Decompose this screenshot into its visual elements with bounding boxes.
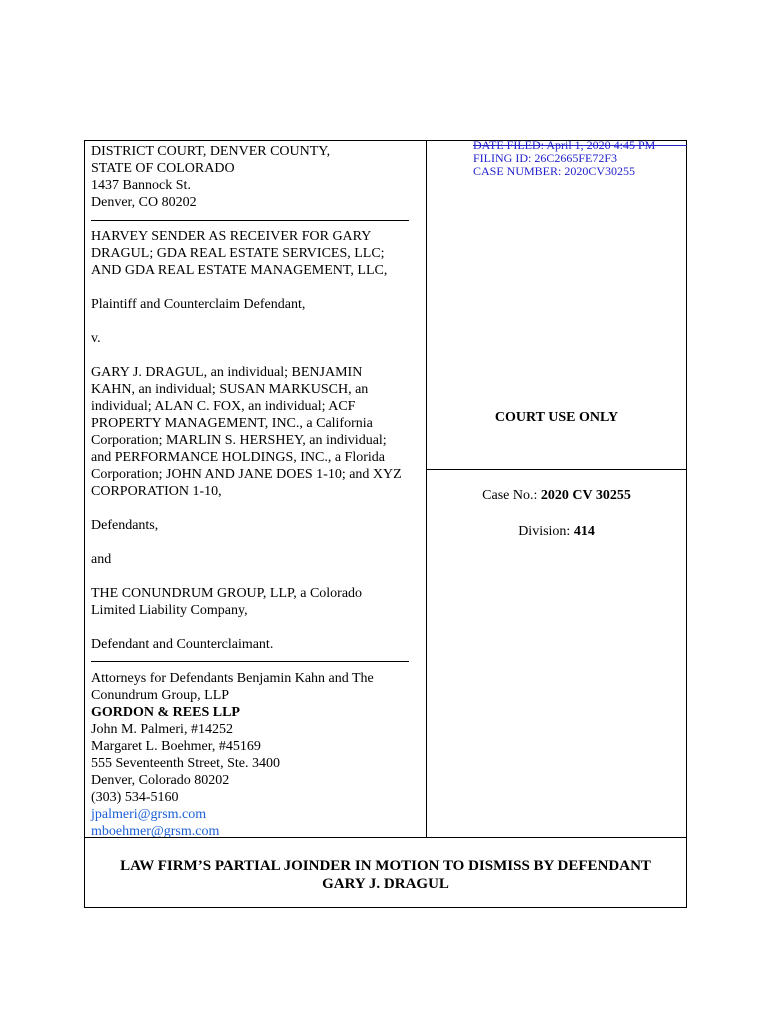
defendant-line: Corporation; JOHN AND JANE DOES 1-10; and XYZ bbox=[91, 467, 402, 482]
court-name: DISTRICT COURT, DENVER COUNTY, bbox=[91, 144, 331, 159]
defendants-role: Defendants, bbox=[91, 518, 159, 533]
case-no bbox=[427, 487, 686, 504]
caption-rule-top bbox=[91, 220, 409, 221]
counterclaimant-line: Limited Liability Company, bbox=[91, 603, 248, 618]
attorneys-for-line: Attorneys for Defendants Benjamin Kahn and The bbox=[91, 671, 374, 686]
defendant-line: CORPORATION 1-10, bbox=[91, 484, 222, 499]
division-label: Division: bbox=[518, 524, 571, 539]
plaintiff-line: HARVEY SENDER AS RECEIVER FOR GARY bbox=[91, 229, 372, 244]
case-no-value: 2020 CV 30255 bbox=[540, 488, 631, 503]
document-title-box bbox=[85, 837, 686, 907]
plaintiff-line: AND GDA REAL ESTATE MANAGEMENT, LLC, bbox=[91, 263, 388, 278]
defendant-line: GARY J. DRAGUL, an individual; BENJAMIN bbox=[91, 365, 363, 380]
attorney-name: Margaret L. Boehmer, #45169 bbox=[91, 739, 261, 754]
court-street: 1437 Bannock St. bbox=[91, 178, 191, 193]
firm-address: 555 Seventeenth Street, Ste. 3400 bbox=[91, 756, 280, 771]
document-title-line-2: GARY J. DRAGUL bbox=[322, 876, 449, 892]
versus: v. bbox=[91, 331, 101, 346]
firm-city: Denver, Colorado 80202 bbox=[91, 773, 230, 788]
court-city: Denver, CO 80202 bbox=[91, 195, 197, 210]
division bbox=[427, 523, 686, 540]
caption-left-column bbox=[85, 141, 427, 837]
document-title-line-1: LAW FIRM’S PARTIAL JOINDER IN MOTION TO DISMISS BY DEFENDANT bbox=[120, 858, 651, 874]
defendant-line: individual; ALAN C. FOX, an individual; ACF bbox=[91, 399, 356, 414]
email-link[interactable]: jpalmeri@grsm.com bbox=[91, 807, 207, 822]
counterclaimant-role: Defendant and Counterclaimant. bbox=[91, 637, 274, 652]
plaintiff-line: DRAGUL; GDA REAL ESTATE SERVICES, LLC; bbox=[91, 246, 385, 261]
defendant-line: Corporation; MARLIN S. HERSHEY, an individual; bbox=[91, 433, 387, 448]
filing-id: FILING ID: 26C2665FE72F3 bbox=[473, 151, 618, 165]
law-firm-name: GORDON & REES LLP bbox=[91, 705, 240, 720]
firm-phone: (303) 534-5160 bbox=[91, 790, 179, 805]
defendant-line: and PERFORMANCE HOLDINGS, INC., a Florida bbox=[91, 450, 385, 465]
court-state: STATE OF COLORADO bbox=[91, 161, 235, 176]
defendant-line: KAHN, an individual; SUSAN MARKUSCH, an bbox=[91, 382, 369, 397]
and-text: and bbox=[91, 552, 112, 567]
attorneys-for-line: Conundrum Group, LLP bbox=[91, 688, 230, 703]
caption-right-column bbox=[427, 138, 686, 837]
division-value: 414 bbox=[573, 524, 595, 539]
date-filed: DATE FILED: April 1, 2020 4:45 PM bbox=[473, 138, 656, 152]
email-link[interactable]: mboehmer@grsm.com bbox=[91, 824, 220, 839]
case-caption bbox=[84, 140, 687, 908]
caption-rule-bottom bbox=[91, 661, 409, 662]
case-no-label: Case No.: bbox=[482, 488, 538, 503]
attorney-name: John M. Palmeri, #14252 bbox=[91, 722, 233, 737]
right-column-divider bbox=[427, 469, 686, 470]
counterclaimant-line: THE CONUNDRUM GROUP, LLP, a Colorado bbox=[91, 586, 363, 601]
case-number-stamp: CASE NUMBER: 2020CV30255 bbox=[473, 164, 636, 178]
defendant-line: PROPERTY MANAGEMENT, INC., a California bbox=[91, 416, 373, 431]
plaintiff-role: Plaintiff and Counterclaim Defendant, bbox=[91, 297, 306, 312]
court-use-only: COURT USE ONLY bbox=[494, 410, 619, 425]
